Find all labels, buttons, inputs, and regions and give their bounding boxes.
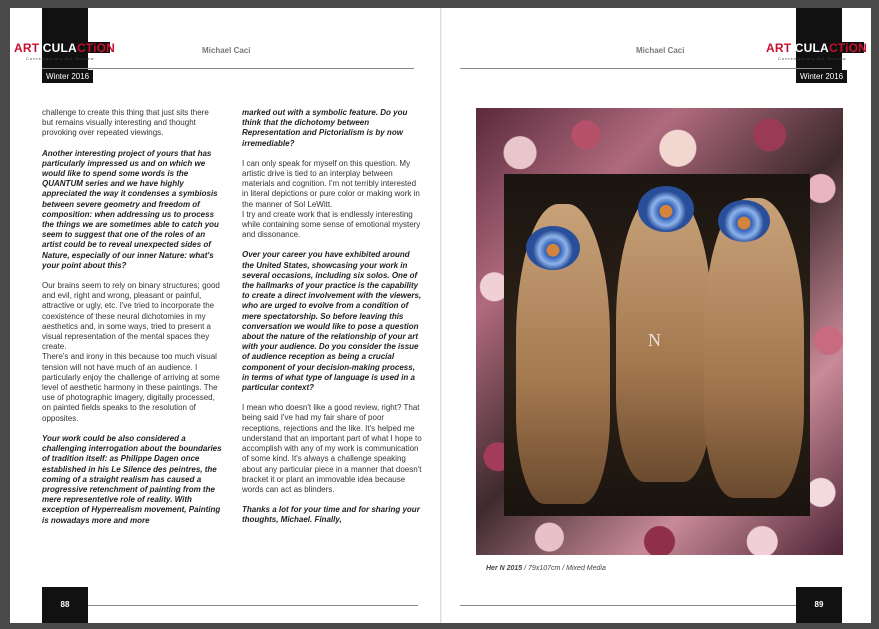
logo-subtitle-left: Contemporary Art Review	[26, 56, 95, 61]
logo-icula: iCULA	[39, 41, 77, 55]
header-rule-right	[460, 68, 832, 69]
interview-question: Thanks a lot for your time and for sharing your thoughts, Michael. Finally,	[242, 505, 420, 525]
artwork-dark-panel	[504, 174, 810, 516]
magazine-logo-right	[766, 41, 867, 55]
running-head-author-right: Michael Caci	[636, 46, 685, 55]
logo-subtitle-right: Contemporary Art Review	[778, 56, 847, 61]
footer-rule-right	[460, 605, 796, 606]
interview-question: Your work could be also considered a challenging interrogation about the boundaries of tradition itself: as Philippe Dagen once established in his Le Silence des peintres, the coming of a straight realism has caused a progressive retenchment of painting from the mere representetive role of reality. With exception of Hyperrealism movement, Painting is nowadays more and more	[42, 433, 222, 525]
season-badge-right: Winter 2016	[796, 70, 847, 83]
figure-center	[616, 192, 712, 482]
caption-details: / 79x107cm / Mixed Media	[522, 565, 606, 572]
interview-question: Another interesting project of yours that has particularly impressed us and on which we would like to spend some words is the QUANTUM series and we have highly appreciated the way it condenses a symbiosis between severe geometry and freedom of composition: when addressing us to process the things we are sometimes able to catch you seem to suggest that one of the roles of an artist could be to reveal unexpected sides of Nature, especially of our inner Nature: what's your point about this?	[42, 148, 219, 270]
article-column-left	[42, 108, 222, 536]
magazine-spread	[10, 8, 871, 623]
caption-title: Her N 2015	[486, 565, 523, 572]
artwork-letter: N	[648, 330, 661, 350]
logo-art: ART	[14, 41, 40, 55]
answer-paragraph: I try and create work that is endlessly interesting while containing some sense of emotional mystery and dissonance.	[242, 209, 421, 240]
answer-paragraph: There's and irony in this because too much visual tension will not have much of an audience. I particularly enjoy the challenge of arriving at some level of aesthetic harmony in these paintings. The use of photographic imagery, digitally processed, on painted fields speaks to the resolution of opposites.	[42, 352, 220, 423]
running-head-author-left: Michael Caci	[202, 46, 251, 55]
mask-center	[638, 186, 694, 232]
figure-right	[704, 198, 804, 498]
magazine-logo-left	[14, 41, 115, 55]
artwork-image	[476, 108, 843, 555]
logo-ction: CTiON	[76, 41, 116, 55]
footer-rule-left	[88, 605, 418, 606]
logo-art: ART	[766, 41, 792, 55]
article-column-middle	[242, 108, 422, 536]
logo-icula: iCULA	[791, 41, 829, 55]
interview-question: Over your career you have exhibited around the United States, showcasing your work in several occasions, including six solos. One of the hallmarks of your practice is the capability to create a direct involvement with the viewers, who are urged to evolve from a condition of mere spectatorship. So before leaving this conversation we would like to pose a question about the nature of the relationship of your art with your audience. Do you consider the issue of audience reception as being a crucial component of your decision-making process, in terms of what type of language is used in a particular context?	[242, 250, 422, 393]
logo-ction: CTiON	[828, 41, 868, 55]
answer-paragraph: Our brains seem to rely on binary structures; good and evil, right and wrong, pleasant or painful, attractive or ugly, etc. I've tried to incorporate the coexistence of these neural dichotomies in my aesthetics and, in some ways, tried to present a visual representation of the mental spaces they create.	[42, 281, 220, 352]
interview-question: marked out with a symbolic feature. Do you think that the dichotomy between Representation and Pictorialism is by now irremediable?	[242, 108, 408, 148]
season-badge-left: Winter 2016	[42, 70, 93, 83]
spine-gutter	[440, 8, 442, 623]
mask-right	[718, 200, 770, 242]
page-number-right: 89	[796, 587, 842, 623]
answer-paragraph: I mean who doesn't like a good review, right? That being said I've had my fair share of poor receptions, rejections and the like. It's helped me understand that an important part of what I hope to accomplish with any of my work is communication of some kind. It's always a challenge speaking about any particular piece in a manner that doesn't bracket it or plant an immovable idea because words can act as blinders.	[242, 403, 422, 494]
page-number-left: 88	[42, 587, 88, 623]
answer-paragraph: challenge to create this thing that just sits there but remains visually interesting and thought provoking over repeated viewings.	[42, 108, 209, 138]
header-rule-left	[42, 68, 414, 69]
mask-left	[526, 226, 580, 270]
answer-paragraph: I can only speak for myself on this question. My artistic drive is tied to an interplay between materials and cognition. I'm not terribly interested in literal depictions or pure color or making work in the manner of Sol LeWitt.	[242, 158, 420, 209]
artwork-caption	[486, 565, 606, 572]
